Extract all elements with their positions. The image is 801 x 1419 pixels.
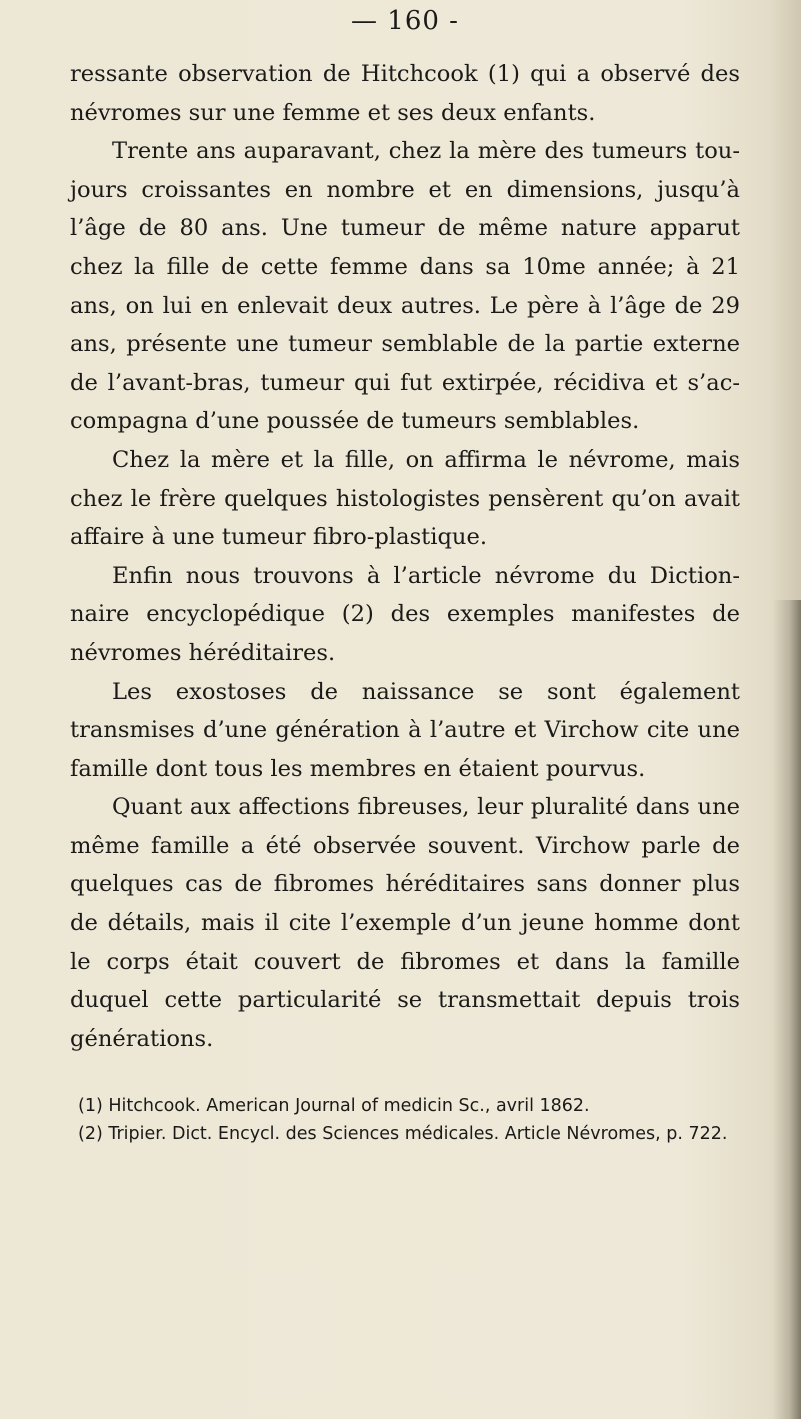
footnotes [70, 1093, 740, 1148]
paragraph-5: Les exostoses de naissance se sont également transmises d’une génération à l’autre et Virchow cite une famille dont tous les membres en étaient pourvus. [70, 678, 740, 782]
paragraph-6: Quant aux affections fibreuses, leur pluralité dans une même famille a été observée souvent. Virchow parle de quelques cas de fibromes héréditaires sans donner plus de détails, mais il cite l’exemple d’un jeune homme dont le corps était couvert de fibromes et dans la famille duquel cette particularité se transmettait depuis trois générations. [70, 794, 740, 1052]
paragraph-4: Enfin nous trouvons à l’article névrome du Diction- naire encyclopédique (2) des exemples manifestes de névromes héréditaires. [70, 562, 740, 666]
paragraph-3: Chez la mère et la fille, on affirma le névrome, mais chez le frère quelques histologistes pensèrent qu’on avait affaire à une tumeur fibro-plastique. [70, 446, 740, 551]
body-text [70, 55, 740, 1058]
footnote-1: (1) Hitchcook. American Journal of medicin Sc., avril 1862. [78, 1096, 590, 1116]
page-number: — 160 - [351, 6, 459, 36]
page-edge-shadow [773, 600, 801, 1419]
paragraph-2: Trente ans auparavant, chez la mère des tumeurs tou- jours croissantes en nombre et en dimensions, jusqu’à l’âge de 80 ans. Une tumeur de même nature apparut chez la fille de cette femme dans sa 10me année; à 21 ans, on lui en enlevait deux autres. Le père à l’âge de 29 ans, présente une tumeur semblable de la partie externe de l’avant-bras, tumeur qui fut extirpée, récidiva et s’ac- compagna d’une poussée de tumeurs semblables. [70, 138, 740, 435]
footnote-2: (2) Tripier. Dict. Encycl. des Sciences médicales. Article Névromes, p. 722. [78, 1123, 728, 1144]
paragraph-1: ressante observation de Hitchcook (1) qui a observé des névromes sur une femme et ses deux enfants. [70, 61, 740, 126]
